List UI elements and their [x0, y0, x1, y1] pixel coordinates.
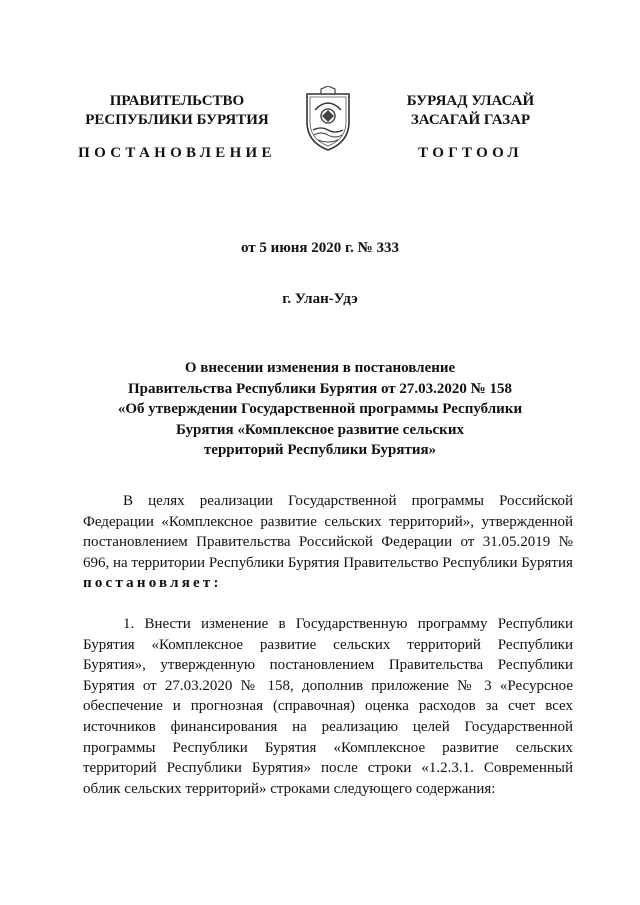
- document-type-title: ПОСТАНОВЛЕНИЕ: [78, 145, 276, 161]
- subject-line: О внесении изменения в постановление: [184, 360, 456, 376]
- item-1-block: [83, 614, 573, 799]
- preamble-block: [83, 491, 573, 594]
- subject-line: Правительства Республики Бурятия от 27.03.2020 № 158: [127, 380, 512, 397]
- government-name-line2: РЕСПУБЛИКИ БУРЯТИЯ: [85, 112, 269, 128]
- resolves-word: постановляет:: [83, 575, 222, 592]
- document-type-title-buryat: ТОГТООЛ: [418, 145, 523, 161]
- government-name-buryat-line2: ЗАСАГАЙ ГАЗАР: [410, 112, 531, 128]
- document-subject: [60, 358, 580, 461]
- coat-of-arms-icon: [301, 86, 355, 152]
- preamble-paragraph: В целях реализации Государственной программы Российской Федерации «Комплексное развитие сельских территорий», утвержденной постановлением Правительства Российской Федерации от 31.05.2019 № 696, на территории Республики Бурятия Правительство Республики Бурятия: [83, 493, 573, 571]
- header-left-block: [62, 92, 292, 163]
- item-1-paragraph: 1. Внести изменение в Государственную программу Республики Бурятия «Комплексное развитие сельских территорий Республики Бурятия», утвержденную постановлением Правительства Республики Бурятия от 27.03.2020 № 158, дополнив приложение № 3 «Ресурсное обеспечение и прогнозная (справочная) оценка расходов за счет всех источников финансирования на реализацию целей Государственной программы Республики Бурятия «Комплексное развитие сельских территорий Республики Бурятия» после строки «1.2.3.1. Современный облик сельских территорий» строками следующего содержания:: [83, 616, 573, 797]
- document-city: г. Улан-Удэ: [282, 291, 358, 307]
- subject-line: «Об утверждении Государственной программы Республики: [117, 401, 523, 417]
- header-right-block: [368, 92, 573, 163]
- document-date: от 5 июня 2020 г. № 333: [241, 240, 399, 256]
- government-name-buryat-line1: БУРЯАД УЛАСАЙ: [406, 93, 535, 109]
- subject-line: Бурятия «Комплексное развитие сельских: [176, 421, 464, 438]
- subject-line: территорий Республики Бурятия»: [203, 442, 437, 458]
- government-name-line1: ПРАВИТЕЛЬСТВО: [109, 93, 245, 109]
